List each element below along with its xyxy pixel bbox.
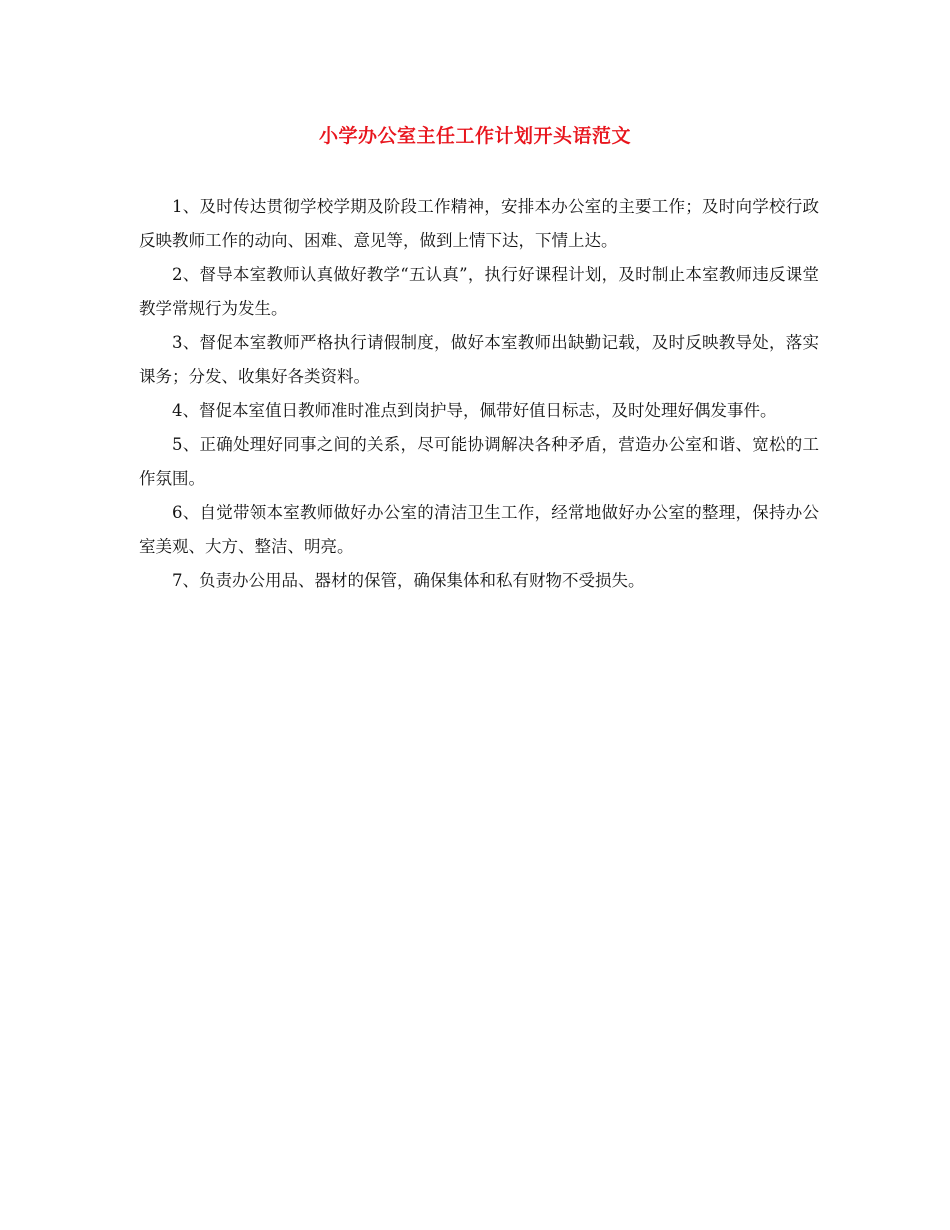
page-title: 小学办公室主任工作计划开头语范文: [318, 125, 631, 147]
paragraph-7: 7、负责办公用品、器材的保管，确保集体和私有财物不受损失。: [172, 571, 645, 590]
paragraph-5: 5、正确处理好同事之间的关系，尽可能协调解决各种矛盾，营造办公室和谐、宽松的工作氛围。: [139, 435, 819, 488]
paragraph-4: 4、督促本室值日教师准时准点到岗护导，佩带好值日标志，及时处理好偶发事件。: [172, 401, 777, 420]
document-body: [139, 190, 819, 598]
paragraph-2: 2、督导本室教师认真做好教学“五认真”，执行好课程计划，及时制止本室教师违反课堂教学常规行为发生。: [139, 265, 819, 318]
paragraph-3: 3、督促本室教师严格执行请假制度，做好本室教师出缺勤记载，及时反映教导处，落实课务；分发、收集好各类资料。: [139, 333, 819, 386]
paragraph-6: 6、自觉带领本室教师做好办公室的清洁卫生工作，经常地做好办公室的整理，保持办公室美观、大方、整洁、明亮。: [139, 503, 819, 556]
paragraph-1: 1、及时传达贯彻学校学期及阶段工作精神，安排本办公室的主要工作；及时向学校行政反映教师工作的动向、困难、意见等，做到上情下达，下情上达。: [139, 197, 819, 250]
